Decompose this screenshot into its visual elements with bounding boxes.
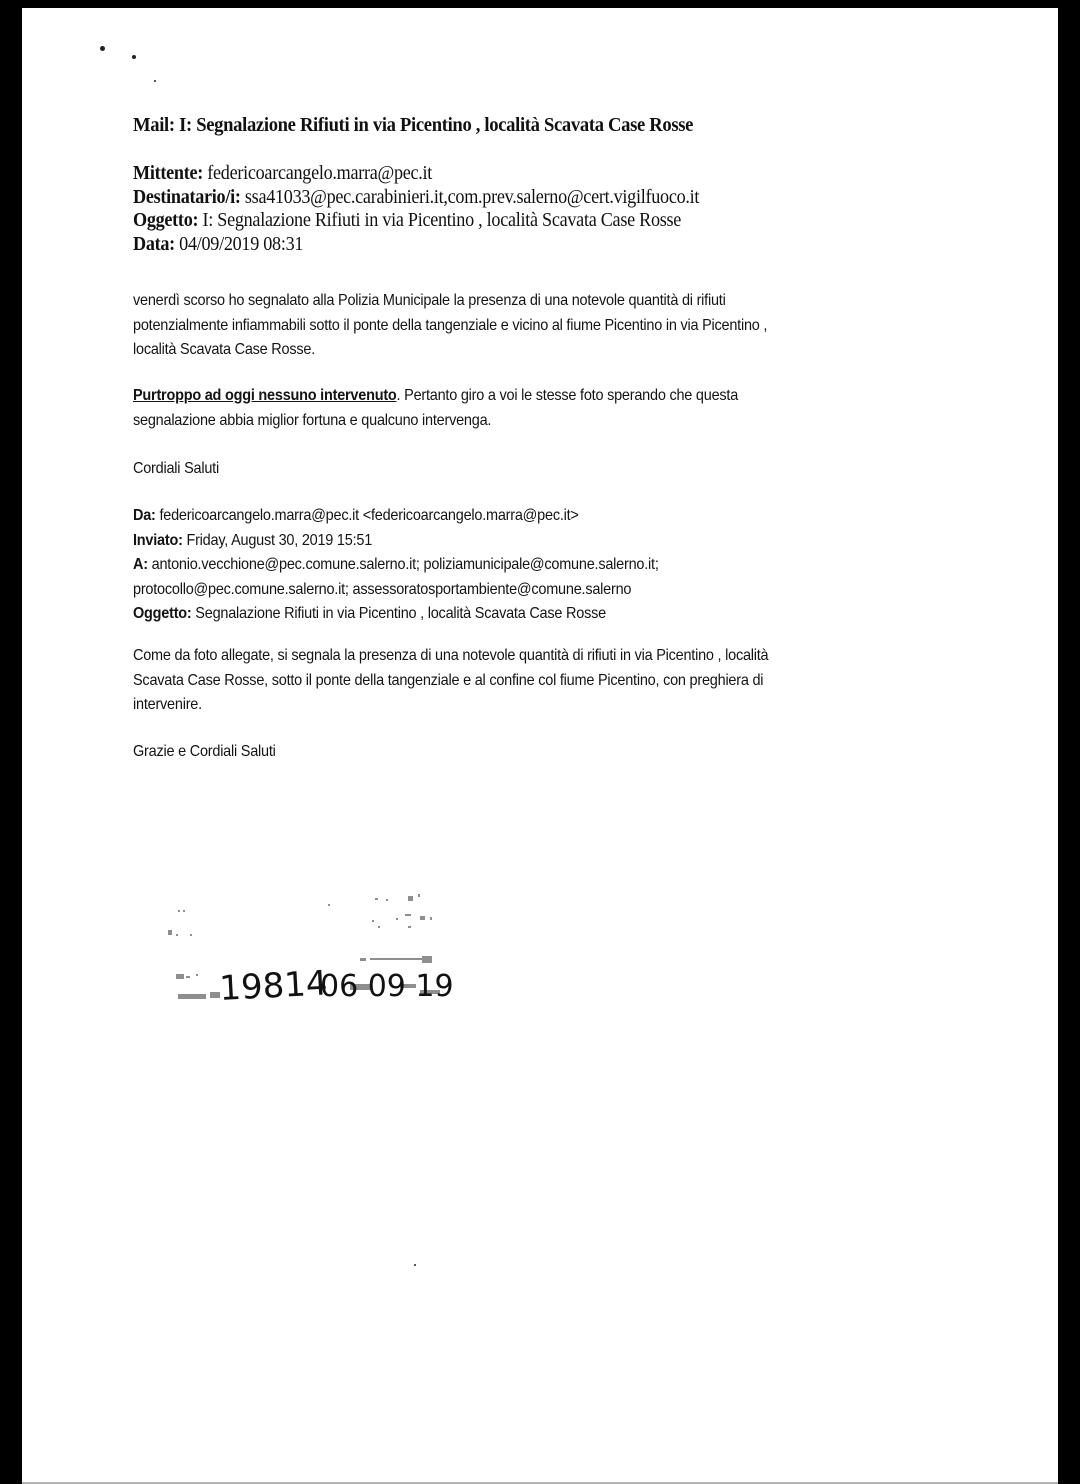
subject-label: Oggetto:	[133, 210, 199, 231]
sender-value: federicoarcangelo.marra@pec.it	[202, 163, 433, 184]
fwd-subject-value: Segnalazione Rifiuti in via Picentino , località Scavata Case Rosse	[191, 605, 606, 622]
forwarded-closing: Grazie e Cordiali Saluti	[133, 743, 276, 760]
fwd-to-line	[133, 553, 659, 578]
recipients-line	[133, 186, 699, 210]
scan-speck	[100, 46, 105, 51]
fwd-sent-value: Friday, August 30, 2019 15:51	[182, 531, 373, 549]
stamp-date: 06 09 19	[320, 969, 454, 1004]
scan-speck	[154, 80, 156, 82]
fwd-subject-line	[133, 602, 659, 627]
body-line: potenzialmente infiammabili sotto il ponte della tangenziale e vicino al fiume Picentino in via Picentino ,	[133, 316, 768, 334]
date-value: 04/09/2019 08:31	[174, 233, 304, 255]
fwd-sent-label: Inviato:	[133, 531, 183, 549]
fwd-sent-line	[133, 529, 659, 554]
body-line: Scavata Case Rosse, sotto il ponte della tangenziale e al confine col fiume Picentino, con preghiera di	[133, 671, 764, 689]
fwd-from-label: Da:	[133, 507, 156, 524]
body-line: venerdì scorso ho segnalato alla Polizia Municipale la presenza di una notevole quantità di rifiuti	[133, 292, 726, 309]
body-line: località Scavata Case Rosse.	[133, 341, 316, 358]
scanned-page	[22, 8, 1058, 1484]
body-line: segnalazione abbia miglior fortuna e qualcuno intervenga.	[133, 411, 492, 429]
fwd-from-line	[133, 504, 659, 529]
forwarded-body	[133, 644, 768, 718]
date-line	[133, 233, 699, 257]
fwd-to-value: antonio.vecchione@pec.comune.salerno.it; poliziamunicipale@comune.salerno.it;	[147, 556, 659, 573]
document-title: Mail: I: Segnalazione Rifiuti in via Picentino , località Scavata Case Rosse	[133, 114, 694, 136]
sender-label: Mittente:	[133, 163, 203, 184]
fwd-subject-label: Oggetto:	[133, 605, 192, 622]
fwd-from-value: federicoarcangelo.marra@pec.it <federicoarcangelo.marra@pec.it>	[155, 507, 579, 524]
sender-line	[133, 162, 699, 186]
date-label: Data:	[133, 233, 175, 255]
mail-header	[133, 162, 699, 256]
closing-greeting: Cordiali Saluti	[133, 460, 219, 477]
forwarded-header	[133, 504, 659, 627]
scan-speck	[414, 1264, 416, 1266]
body-line: intervenire.	[133, 696, 202, 713]
body-paragraph-2	[133, 384, 738, 433]
body-line	[133, 384, 738, 409]
fwd-to-line-2: protocollo@pec.comune.salerno.it; assessoratosportambiente@comune.salerno	[133, 580, 632, 598]
protocol-stamp	[150, 884, 470, 1014]
body-line: Come da foto allegate, si segnala la presenza di una notevole quantità di rifiuti in via Picentino , località	[133, 647, 769, 664]
stamp-protocol-number: 19814	[218, 963, 329, 1009]
recipients-label: Destinatario/i:	[133, 186, 241, 208]
body-paragraph-1	[133, 289, 767, 363]
subject-value: I: Segnalazione Rifiuti in via Picentino , località Scavata Case Rosse	[198, 210, 682, 231]
emphasis-text: Purtroppo ad oggi nessuno intervenuto	[133, 387, 397, 404]
scan-speck	[132, 55, 136, 59]
subject-line	[133, 209, 699, 233]
fwd-to-label: A:	[133, 556, 148, 573]
body-text: . Pertanto giro a voi le stesse foto sperando che questa	[396, 387, 739, 404]
recipients-value: ssa41033@pec.carabinieri.it,com.prev.salerno@cert.vigilfuoco.it	[240, 186, 700, 208]
